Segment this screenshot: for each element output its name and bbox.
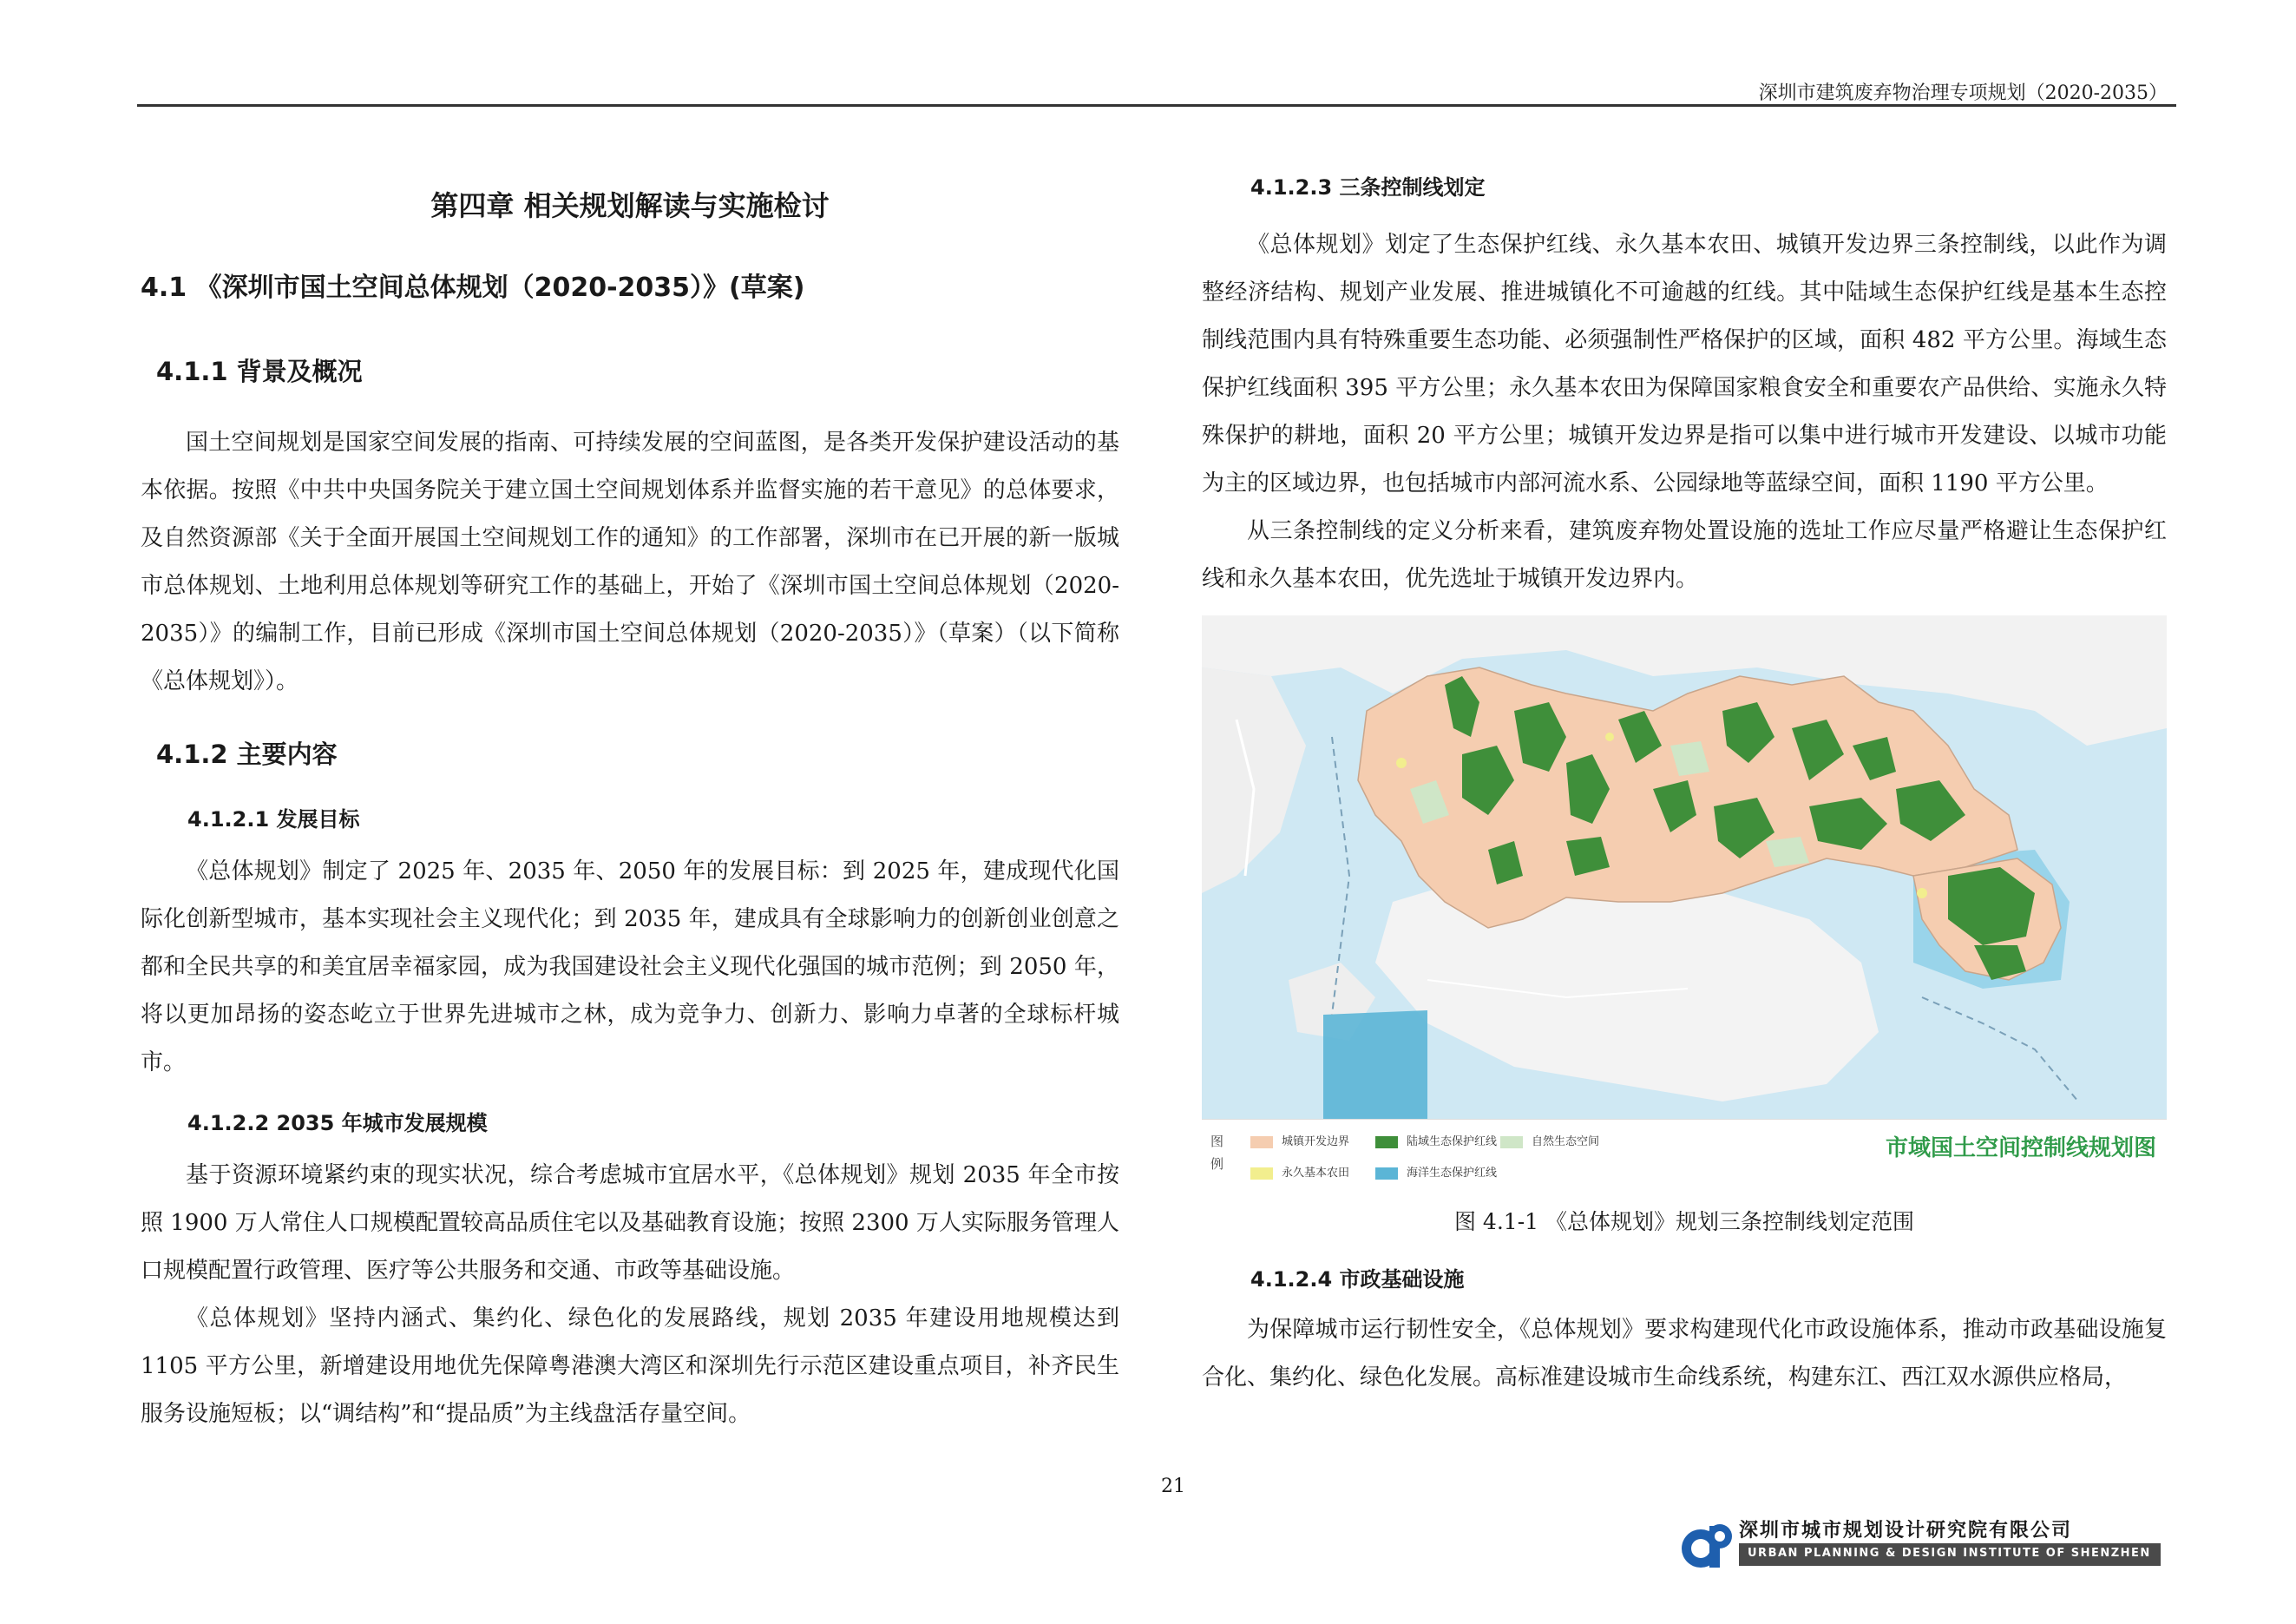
left-column <box>141 156 1119 1457</box>
legend-swatch-natural-space <box>1500 1136 1523 1148</box>
section-4-1-1-heading: 4.1.1 背景及概况 <box>156 357 363 386</box>
paragraph-control-lines-a: 《总体规划》划定了生态保护红线、永久基本农田、城镇开发边界三条控制线，以此作为调整经济结构、规划产业发展、推进城镇化不可逾越的红线。其中陆域生态保护红线是基本生态控制线范围内具有特殊重要生态功能、必须强制性严格保护的区域，面积 482 平方公里。海域生态保护红线面积 395 平方公里；永久基本农田为保障国家粮食安全和重要农产品供给、实施永久特殊保护的耕地，面积 20 平方公里；城镇开发边界是指可以集中进行城市开发建设、以城市功能为主的区域边界，也包括城市内部河流水系、公园绿地等蓝绿空间，面积 1190 平方公里。 <box>1202 232 2167 496</box>
map-image <box>1202 615 2167 1119</box>
legend-item-land-ecology <box>1375 1132 1497 1148</box>
company-logo-icon <box>1676 1514 1737 1575</box>
map-legend <box>1202 1119 2167 1194</box>
legend-swatch-urban-boundary <box>1250 1136 1273 1148</box>
legend-label: 图例 <box>1210 1134 1224 1172</box>
figure-control-lines-map <box>1202 615 2167 1236</box>
legend-swatch-marine-ecology <box>1375 1167 1398 1180</box>
company-logo <box>1676 1514 2162 1575</box>
right-column <box>1202 170 2167 1421</box>
paragraph-scale-b: 《总体规划》坚持内涵式、集约化、绿色化的发展路线，规划 2035 年建设用地规模达到 1105 平方公里，新增建设用地优先保障粤港澳大湾区和深圳先行示范区建设重点项目，补齐民生服务设施短板；以“调结构”和“提品质”为主线盘活存量空间。 <box>141 1305 1119 1427</box>
section-4-1-heading: 4.1 《深圳市国土空间总体规划（2020-2035）》(草案) <box>141 273 805 303</box>
legend-swatch-farmland <box>1250 1167 1273 1180</box>
paragraph-background: 国土空间规划是国家空间发展的指南、可持续发展的空间蓝图，是各类开发保护建设活动的基本依据。按照《中共中央国务院关于建立国土空间规划体系并监督实施的若干意见》的总体要求，及自然资源部《关于全面开展国土空间规划工作的通知》的工作部署，深圳市在已开展的新一版城市总体规划、土地利用总体规划等研究工作的基础上，开始了《深圳市国土空间总体规划（2020-2035）》的编制工作，目前已形成《深圳市国土空间总体规划（2020-2035）》（草案）（以下简称《总体规划》）。 <box>141 430 1119 694</box>
legend-swatch-land-ecology <box>1375 1136 1398 1148</box>
section-4-1-2-2-heading: 4.1.2.2 2035 年城市发展规模 <box>187 1111 488 1135</box>
legend-item-farmland <box>1250 1163 1349 1180</box>
paragraph-scale-a: 基于资源环境紧约束的现实状况，综合考虑城市宜居水平，《总体规划》规划 2035 年全市按照 1900 万人常住人口规模配置较高品质住宅以及基础教育设施；按照 2300 万人实际服务管理人口规模配置行政管理、医疗等公共服务和交通、市政等基础设施。 <box>141 1162 1119 1284</box>
section-4-1-2-1-heading: 4.1.2.1 发展目标 <box>187 807 360 832</box>
legend-item-marine-ecology <box>1375 1163 1497 1180</box>
header-rule <box>137 104 2176 107</box>
section-4-1-2-3-heading: 4.1.2.3 三条控制线划定 <box>1250 175 1486 200</box>
company-name-cn: 深圳市城市规划设计研究院有限公司 <box>1739 1520 2073 1542</box>
section-4-1-2-heading: 4.1.2 主要内容 <box>156 740 338 769</box>
legend-item-urban-boundary <box>1250 1132 1349 1148</box>
legend-text-land-ecology: 陆域生态保护红线 <box>1407 1135 1498 1148</box>
figure-caption: 图 4.1-1 《总体规划》规划三条控制线划定范围 <box>1453 1209 1914 1234</box>
map-illustration <box>1202 615 2167 1119</box>
chapter-title: 第四章 相关规划解读与实施检讨 <box>430 189 830 222</box>
page-number: 21 <box>1161 1476 1185 1497</box>
paragraph-control-lines-b: 从三条控制线的定义分析来看，建筑废弃物处置设施的选址工作应尽量严格避让生态保护红线和永久基本农田，优先选址于城镇开发边界内。 <box>1202 518 2167 592</box>
company-name-en: URBAN PLANNING & DESIGN INSTITUTE OF SHENZHEN <box>1748 1547 2151 1560</box>
paragraph-infrastructure: 为保障城市运行韧性安全，《总体规划》要求构建现代化市政设施体系，推动市政基础设施复合化、集约化、绿色化发展。高标准建设城市生命线系统，构建东江、西江双水源供应格局， <box>1202 1317 2167 1391</box>
legend-item-natural-space <box>1500 1132 1599 1148</box>
header-doc-title: 深圳市建筑废弃物治理专项规划（2020-2035） <box>1758 82 2168 104</box>
section-4-1-2-4-heading: 4.1.2.4 市政基础设施 <box>1250 1267 1465 1292</box>
legend-text-farmland: 永久基本农田 <box>1282 1167 1350 1180</box>
map-title: 市域国土空间控制线规划图 <box>1885 1135 2156 1161</box>
legend-text-urban-boundary: 城镇开发边界 <box>1282 1135 1350 1148</box>
legend-text-marine-ecology: 海洋生态保护红线 <box>1407 1167 1498 1180</box>
legend-text-natural-space: 自然生态空间 <box>1532 1135 1600 1148</box>
paragraph-goals: 《总体规划》制定了 2025 年、2035 年、2050 年的发展目标：到 2025 年，建成现代化国际化创新型城市，基本实现社会主义现代化；到 2035 年，建成具有全球影响力的创新创业创意之都和全民共享的和美宜居幸福家园，成为我国建设社会主义现代化强国的城市范例；到 2050 年，将以更加昂扬的姿态屹立于世界先进城市之林，成为竞争力、创新力、影响力卓著的全球标杆城市。 <box>141 858 1119 1075</box>
